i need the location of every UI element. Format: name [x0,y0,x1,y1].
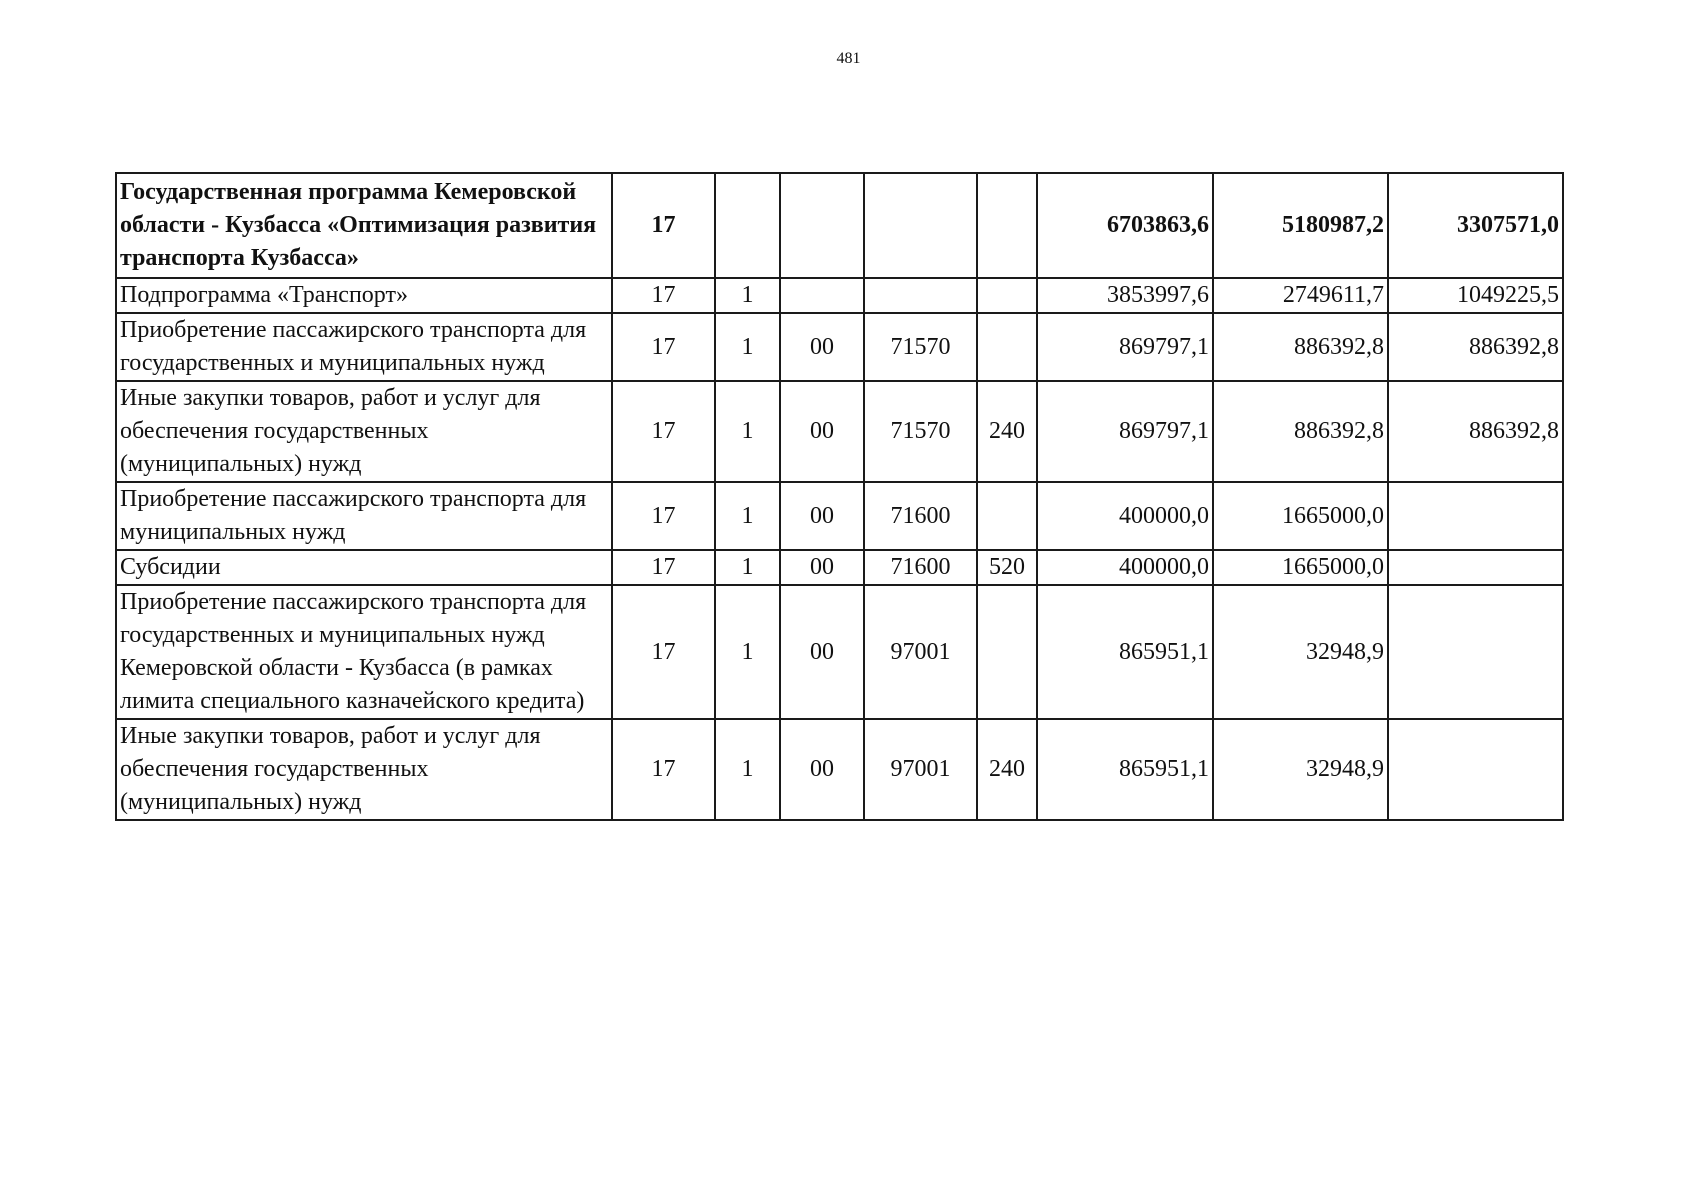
row-name: Иные закупки товаров, работ и услуг для обеспечения государственных (муниципальных) нужд [116,719,612,820]
amount-year-2: 32948,9 [1213,585,1388,719]
amount-year-2: 32948,9 [1213,719,1388,820]
table-row [116,381,1563,482]
amount-year-2: 1665000,0 [1213,482,1388,550]
table-row [116,550,1563,585]
subprogram-code: 1 [715,381,780,482]
direction-code [780,278,864,313]
direction-code [780,173,864,278]
program-code: 17 [612,278,715,313]
subprogram-code: 1 [715,313,780,381]
expense-type-code [977,482,1037,550]
expense-type-code: 520 [977,550,1037,585]
expense-code [864,278,977,313]
subprogram-code [715,173,780,278]
amount-year-1: 869797,1 [1037,381,1213,482]
amount-year-2: 886392,8 [1213,313,1388,381]
budget-table [115,172,1564,821]
row-name: Иные закупки товаров, работ и услуг для обеспечения государственных (муниципальных) нужд [116,381,612,482]
expense-type-code [977,173,1037,278]
amount-year-2: 1665000,0 [1213,550,1388,585]
amount-year-1: 400000,0 [1037,550,1213,585]
amount-year-3: 886392,8 [1388,381,1563,482]
table-row [116,482,1563,550]
subprogram-code: 1 [715,719,780,820]
table-row [116,313,1563,381]
table-row [116,173,1563,278]
subprogram-code: 1 [715,482,780,550]
program-code: 17 [612,585,715,719]
amount-year-3: 1049225,5 [1388,278,1563,313]
program-code: 17 [612,482,715,550]
amount-year-3 [1388,550,1563,585]
row-name: Приобретение пассажирского транспорта для государственных и муниципальных нужд [116,313,612,381]
row-name: Подпрограмма «Транспорт» [116,278,612,313]
row-name: Приобретение пассажирского транспорта для муниципальных нужд [116,482,612,550]
program-code: 17 [612,381,715,482]
subprogram-code: 1 [715,550,780,585]
program-code: 17 [612,719,715,820]
expense-type-code [977,313,1037,381]
amount-year-1: 6703863,6 [1037,173,1213,278]
expense-type-code [977,585,1037,719]
expense-type-code: 240 [977,381,1037,482]
expense-type-code: 240 [977,719,1037,820]
direction-code: 00 [780,482,864,550]
table-row [116,585,1563,719]
expense-code [864,173,977,278]
amount-year-1: 865951,1 [1037,719,1213,820]
amount-year-3 [1388,482,1563,550]
amount-year-2: 5180987,2 [1213,173,1388,278]
expense-code: 71570 [864,313,977,381]
page-number: 481 [836,50,861,67]
expense-code: 97001 [864,585,977,719]
direction-code: 00 [780,585,864,719]
amount-year-1: 865951,1 [1037,585,1213,719]
amount-year-3: 886392,8 [1388,313,1563,381]
expense-code: 71600 [864,550,977,585]
program-code: 17 [612,173,715,278]
amount-year-3 [1388,585,1563,719]
direction-code: 00 [780,550,864,585]
row-name: Приобретение пассажирского транспорта для государственных и муниципальных нужд Кемеровской области - Кузбасса (в рамках лимита специального казначейского кредита) [116,585,612,719]
subprogram-code: 1 [715,585,780,719]
row-name: Государственная программа Кемеровской области - Кузбасса «Оптимизация развития транспорта Кузбасса» [116,173,612,278]
amount-year-3 [1388,719,1563,820]
program-code: 17 [612,550,715,585]
direction-code: 00 [780,313,864,381]
amount-year-1: 400000,0 [1037,482,1213,550]
amount-year-3: 3307571,0 [1388,173,1563,278]
subprogram-code: 1 [715,278,780,313]
row-name: Субсидии [116,550,612,585]
direction-code: 00 [780,719,864,820]
amount-year-1: 869797,1 [1037,313,1213,381]
program-code: 17 [612,313,715,381]
table-row [116,278,1563,313]
expense-type-code [977,278,1037,313]
expense-code: 97001 [864,719,977,820]
amount-year-2: 886392,8 [1213,381,1388,482]
amount-year-2: 2749611,7 [1213,278,1388,313]
table-row [116,719,1563,820]
expense-code: 71600 [864,482,977,550]
expense-code: 71570 [864,381,977,482]
amount-year-1: 3853997,6 [1037,278,1213,313]
direction-code: 00 [780,381,864,482]
